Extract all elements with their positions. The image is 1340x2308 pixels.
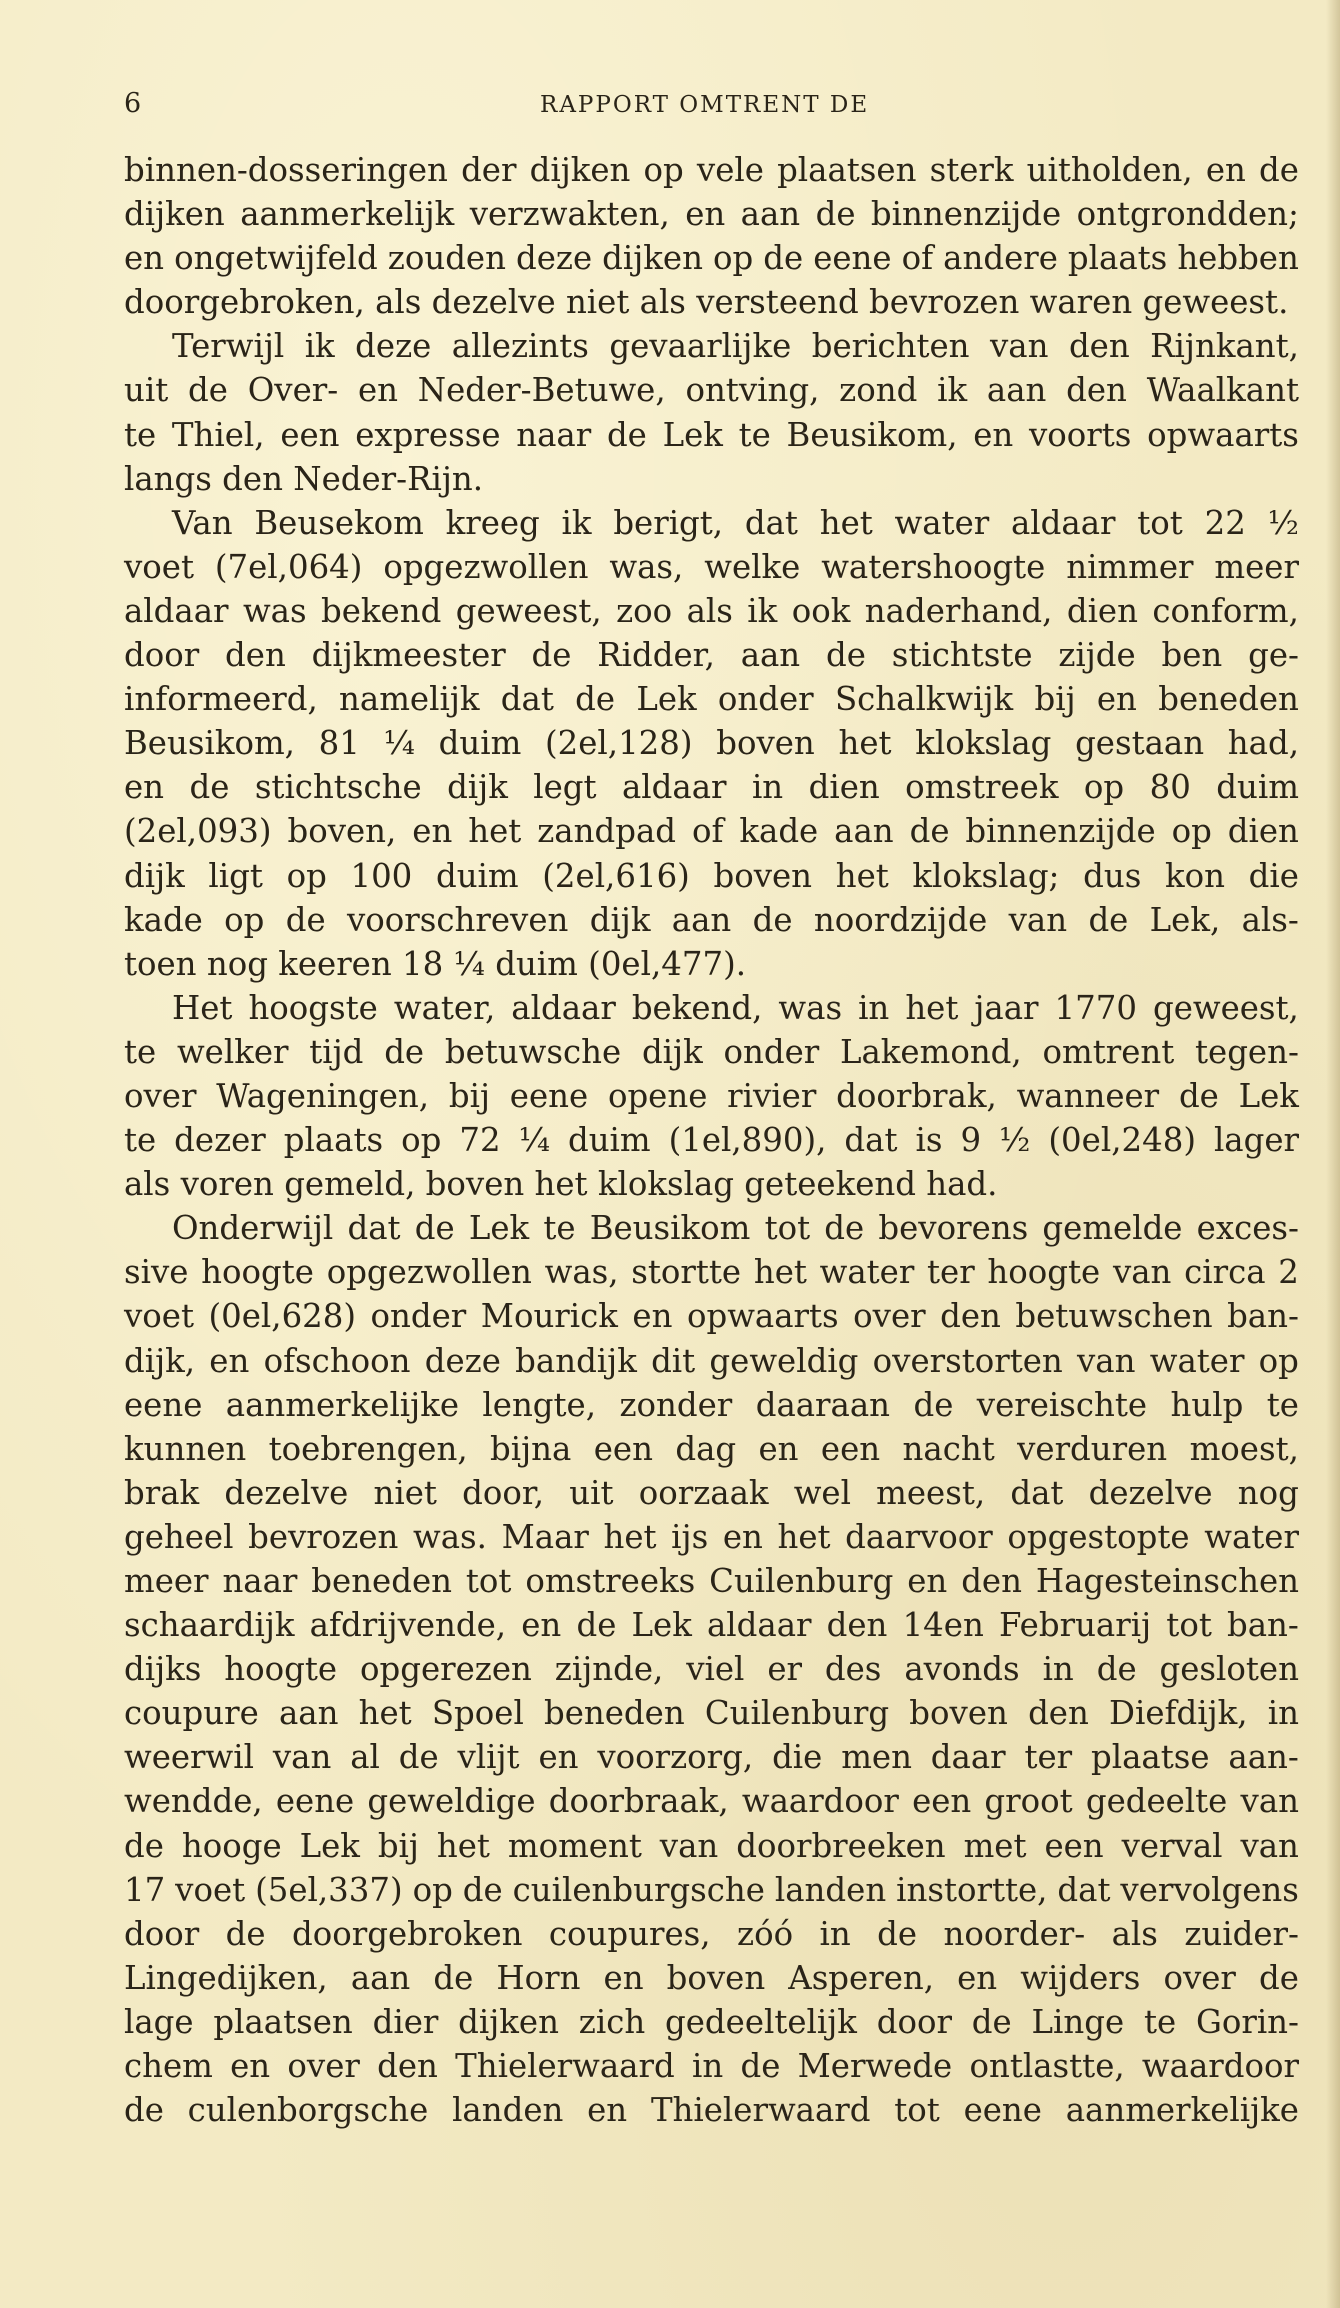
text-line: aldaar was bekend geweest, zoo als ik ook naderhand, dien conform, [124, 591, 1299, 630]
text-line: door den dijkmeester de Ridder, aan de stichtste zijde ben ge- [124, 636, 1299, 675]
text-line: voet (7el,064) opgezwollen was, welke watershoogte nimmer meer [124, 547, 1299, 586]
text-line: uit de Over- en Neder-Betuwe, ontving, zond ik aan den Waalkant [124, 371, 1299, 410]
text-line: brak dezelve niet door, uit oorzaak wel meest, dat dezelve nog [124, 1473, 1299, 1512]
text-line: dijk ligt op 100 duim (2el,616) boven het klokslag; dus kon die [124, 856, 1299, 895]
text-line: voet (0el,628) onder Mourick en opwaarts over den betuwschen ban- [124, 1297, 1299, 1336]
text-line: weerwil van al de vlijt en voorzorg, die men daar ter plaatse aan- [124, 1738, 1299, 1777]
text-line: als voren gemeld, boven het klokslag geteekend had. [124, 1165, 998, 1204]
text-line: dijken aanmerkelijk verzwakten, en aan de binnenzijde ontgrondden; [124, 195, 1299, 234]
text-line: te dezer plaats op 72 ¼ duim (1el,890), dat is 9 ½ (0el,248) lager [124, 1121, 1299, 1160]
text-line: sive hoogte opgezwollen was, stortte het water ter hoogte van circa 2 [124, 1253, 1299, 1292]
text-line: dijk, en ofschoon deze bandijk dit geweldig overstorten van water op [124, 1341, 1299, 1380]
text-line: meer naar beneden tot omstreeks Cuilenburg en den Hagesteinschen [124, 1562, 1299, 1600]
text-line: langs den Neder-Rijn. [124, 459, 484, 498]
text-line: Lingedijken, aan de Horn en boven Asperen, en wijders over de [124, 1958, 1299, 1997]
text-line: te welker tijd de betuwsche dijk onder Lakemond, omtrent tegen- [124, 1032, 1299, 1071]
text-line: Terwijl ik deze allezints gevaarlijke berichten van den Rijnkant, [172, 327, 1299, 366]
text-line: door de doorgebroken coupures, zóó in de noorder- als zuider- [124, 1914, 1299, 1953]
text-line: Beusikom, 81 ¼ duim (2el,128) boven het klokslag gestaan had, [124, 724, 1299, 763]
text-line: schaardijk afdrijvende, en de Lek aldaar den 14en Februarij tot ban- [124, 1606, 1299, 1645]
text-line: de hooge Lek bij het moment van doorbreeken met een verval van [124, 1826, 1299, 1865]
text-line: 17 voet (5el,337) op de cuilenburgsche landen instortte, dat vervolgens [124, 1870, 1299, 1909]
text-line: eene aanmerkelijke lengte, zonder daaraan de vereischte hulp te [124, 1385, 1299, 1424]
page-edge [1326, 0, 1340, 2308]
text-line: en de stichtsche dijk legt aldaar in dien omstreek op 80 duim [124, 768, 1299, 807]
text-line: coupure aan het Spoel beneden Cuilenburg boven den Diefdijk, in [124, 1694, 1299, 1733]
text-line: de culenborgsche landen en Thielerwaard tot eene aanmerkelijke [124, 2091, 1299, 2130]
text-line: binnen-dosseringen der dijken op vele plaatsen sterk uitholden, en de [124, 151, 1299, 189]
text-line: over Wageningen, bij eene opene rivier doorbrak, wanneer de Lek [124, 1076, 1299, 1115]
page-header [0, 88, 1340, 128]
text-line: Het hoogste water, aldaar bekend, was in het jaar 1770 geweest, [172, 988, 1299, 1027]
page-number: 6 [124, 88, 143, 119]
text-line: (2el,093) boven, en het zandpad of kade aan de binnenzijde op dien [124, 812, 1299, 851]
text-line: kade op de voorschreven dijk aan de noordzijde van de Lek, als- [124, 900, 1299, 939]
running-head: RAPPORT OMTRENT DE [540, 92, 870, 118]
text-line: dijks hoogte opgerezen zijnde, viel er des avonds in de gesloten [124, 1650, 1299, 1689]
body-text [124, 148, 1299, 2132]
text-line: lage plaatsen dier dijken zich gedeeltelijk door de Linge te Gorin- [124, 2002, 1299, 2041]
text-line: wendde, eene geweldige doorbraak, waardoor een groot gedeelte van [124, 1782, 1299, 1821]
text-line: toen nog keeren 18 ¼ duim (0el,477). [124, 944, 747, 983]
text-line: Van Beusekom kreeg ik berigt, dat het water aldaar tot 22 ½ [172, 503, 1299, 542]
text-line: chem en over den Thielerwaard in de Merwede ontlastte, waardoor [124, 2047, 1299, 2086]
text-line: kunnen toebrengen, bijna een dag en een nacht verduren moest, [124, 1429, 1299, 1468]
text-line: Onderwijl dat de Lek te Beusikom tot de bevorens gemelde exces- [172, 1209, 1299, 1248]
text-line: informeerd, namelijk dat de Lek onder Schalkwijk bij en beneden [124, 680, 1299, 719]
text-line: en ongetwijfeld zouden deze dijken op de eene of andere plaats hebben [124, 239, 1299, 278]
text-line: doorgebroken, als dezelve niet als versteend bevrozen waren geweest. [124, 283, 1289, 322]
text-line: te Thiel, een expresse naar de Lek te Beusikom, en voorts opwaarts [124, 415, 1299, 454]
text-line: geheel bevrozen was. Maar het ijs en het daarvoor opgestopte water [124, 1517, 1299, 1556]
